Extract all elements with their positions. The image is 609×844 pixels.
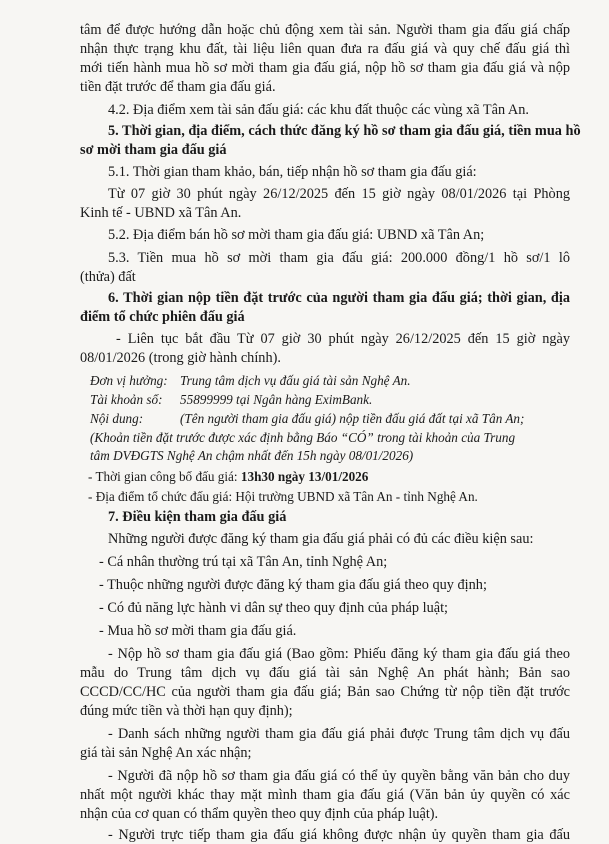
- condition-6-line-1: - Danh sách những người tham gia đấu giá phải được Trung tâm dịch vụ đấu: [108, 726, 570, 742]
- item-5-2: 5.2. Địa điểm bán hồ sơ mời tham gia đấu giá: UBND xã Tân An;: [108, 227, 485, 243]
- intro-line-1: tâm để được hướng dẫn hoặc chủ động xem tài sản. Người tham gia đấu giá chấp: [80, 22, 570, 38]
- announce-time-label: - Thời gian công bố đấu giá:: [88, 469, 238, 484]
- condition-2: - Thuộc những người được đăng ký tham gia đấu giá theo quy định;: [99, 577, 487, 593]
- condition-5-line-4: đúng mức tiền và thời hạn quy định);: [80, 703, 293, 719]
- section-7-heading: 7. Điều kiện tham gia đấu giá: [108, 509, 287, 525]
- account-value: 55899999 tại Ngân hàng EximBank.: [180, 392, 373, 407]
- condition-5-line-1: - Nộp hồ sơ tham gia đấu giá (Bao gồm: Phiếu đăng ký tham gia đấu giá theo: [108, 646, 570, 662]
- intro-line-3: mới tiến hành mua hồ sơ mời tham gia đấu giá, nộp hồ sơ tham gia đấu giá và nộp: [80, 60, 570, 76]
- time-line-2: Kinh tế - UBND xã Tân An.: [80, 205, 242, 221]
- deposit-line-1: - Liên tục bắt đầu Từ 07 giờ 30 phút ngày 26/12/2025 đến 15 giờ ngày: [116, 331, 570, 347]
- item-4-2: 4.2. Địa điểm xem tài sản đấu giá: các khu đất thuộc các vùng xã Tân An.: [108, 102, 529, 118]
- content-label: Nội dung:: [90, 411, 144, 426]
- deposit-note-1: (Khoản tiền đặt trước được xác định bằng Báo “CÓ” trong tài khoản của Trung: [90, 430, 516, 445]
- conditions-intro: Những người được đăng ký tham gia đấu giá phải có đủ các điều kiện sau:: [108, 531, 534, 547]
- announce-time-value: 13h30 ngày 13/01/2026: [240, 469, 369, 484]
- condition-7-line-2: nhất một người khác thay mặt mình tham gia đấu giá (Văn bản ủy quyền có xác: [80, 787, 570, 803]
- item-5-3-cont: (thửa) đất: [80, 269, 136, 285]
- condition-4: - Mua hồ sơ mời tham gia đấu giá.: [99, 623, 297, 639]
- intro-line-4: tiền đặt trước để tham gia đấu giá.: [80, 79, 276, 95]
- section-5-heading: 5. Thời gian, địa điểm, cách thức đăng ký hồ sơ tham gia đấu giá, tiền mua hồ: [108, 123, 581, 139]
- condition-6-line-2: giá tài sản Nghệ An xác nhận;: [80, 745, 252, 761]
- account-label: Tài khoản số:: [90, 392, 163, 407]
- item-5-3: 5.3. Tiền mua hồ sơ mời tham gia đấu giá: 200.000 đồng/1 hồ sơ/1 lô: [108, 250, 570, 266]
- content-value: (Tên người tham gia đấu giá) nộp tiền đấu giá đất tại xã Tân An;: [180, 411, 525, 426]
- item-5-1: 5.1. Thời gian tham khảo, bán, tiếp nhận hồ sơ tham gia đấu giá:: [108, 164, 477, 180]
- beneficiary-value: Trung tâm dịch vụ đấu giá tài sản Nghệ An.: [180, 373, 411, 388]
- beneficiary-label: Đơn vị hưởng:: [90, 373, 168, 388]
- condition-5-line-3: CCCD/CC/HC của người tham gia đấu giá; Bản sao Chứng từ nộp tiền đặt trước: [80, 684, 570, 700]
- section-5-heading-cont: sơ mời tham gia đấu giá: [80, 142, 227, 158]
- time-line-1: Từ 07 giờ 30 phút ngày 26/12/2025 đến 15 giờ ngày 08/01/2026 tại Phòng: [108, 186, 570, 202]
- announce-time: [88, 468, 368, 485]
- section-6-heading: 6. Thời gian nộp tiền đặt trước của người tham gia đấu giá; thời gian, địa: [108, 290, 570, 306]
- condition-1: - Cá nhân thường trú tại xã Tân An, tỉnh Nghệ An;: [99, 554, 388, 570]
- deposit-line-2: 08/01/2026 (trong giờ hành chính).: [80, 350, 281, 366]
- condition-5-line-2: mẫu do Trung tâm dịch vụ đấu giá tài sản Nghệ An phát hành; Bản sao: [80, 665, 570, 681]
- condition-8-line-1: - Người trực tiếp tham gia đấu giá không được nhận ủy quyền tham gia đấu: [108, 827, 570, 843]
- deposit-note-2: tâm DVĐGTS Nghệ An chậm nhất đến 15h ngày 08/01/2026): [90, 448, 414, 463]
- condition-3: - Có đủ năng lực hành vi dân sự theo quy định của pháp luật;: [99, 600, 449, 616]
- condition-7-line-1: - Người đã nộp hồ sơ tham gia đấu giá có thể ủy quyền bằng văn bản cho duy: [108, 768, 570, 784]
- auction-venue: - Địa điểm tổ chức đấu giá: Hội trường UBND xã Tân An - tỉnh Nghệ An.: [88, 489, 478, 504]
- intro-line-2: nhận thực trạng khu đất, tài liệu liên quan đưa ra đấu giá và quy chế đấu giá thì: [80, 41, 570, 57]
- condition-7-line-3: nhận của cơ quan có thẩm quyền theo quy định của pháp luật).: [80, 806, 439, 822]
- section-6-heading-cont: điểm tổ chức phiên đấu giá: [80, 309, 245, 325]
